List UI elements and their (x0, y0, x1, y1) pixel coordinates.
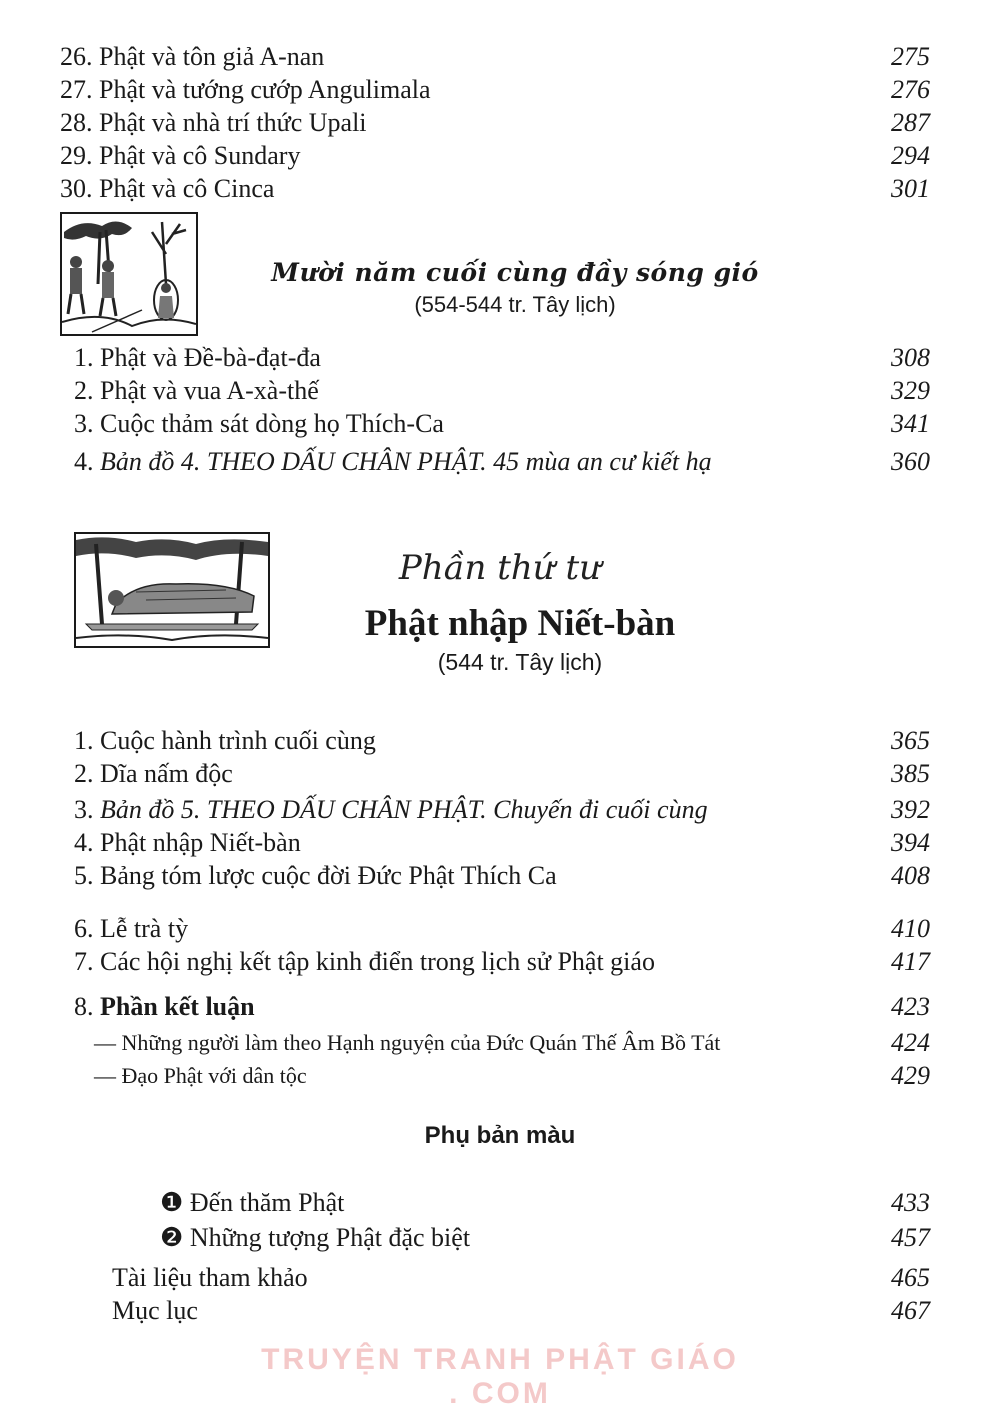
toc-entry (74, 828, 930, 858)
toc-page: 417 (891, 947, 930, 976)
toc-title: ❶ Đến thăm Phật (160, 1188, 345, 1217)
toc-page: 394 (891, 828, 930, 857)
toc-entry (74, 343, 930, 373)
part-subtitle: (544 tr. Tây lịch) (437, 649, 603, 675)
toc-page: 385 (891, 759, 930, 788)
part-script-title: Phần thứ tư (398, 548, 602, 588)
toc-page: 457 (891, 1223, 930, 1252)
toc-title: 28. Phật và nhà trí thức Upali (60, 108, 367, 137)
section-title: Mười năm cuối cùng đầy sóng gió (271, 258, 759, 287)
toc-page: 467 (891, 1296, 930, 1325)
toc-entry (74, 861, 930, 891)
toc-title: 4. Bản đồ 4. THEO DẤU CHÂN PHẬT. 45 mùa an cư kiết hạ (74, 447, 712, 476)
circled-one-icon: ❶ (160, 1188, 184, 1217)
toc-title: 26. Phật và tôn giả A-nan (60, 42, 325, 71)
toc-entry (74, 759, 930, 789)
toc-title: 2. Dĩa nấm độc (74, 759, 233, 788)
section-subtitle: (554-544 tr. Tây lịch) (414, 292, 616, 317)
toc-title: 4. Phật nhập Niết-bàn (74, 828, 301, 857)
toc-title: 29. Phật và cô Sundary (60, 141, 301, 170)
toc-entry (60, 108, 930, 138)
toc-page: 424 (891, 1028, 930, 1057)
toc-page: 294 (891, 141, 930, 170)
toc-title: 30. Phật và cô Cinca (60, 174, 275, 203)
toc-title: — Đạo Phật với dân tộc (94, 1063, 307, 1088)
toc-page: 308 (891, 343, 930, 372)
toc-page: 429 (891, 1061, 930, 1090)
toc-entry (60, 174, 930, 204)
toc-title: Tài liệu tham khảo (112, 1263, 308, 1292)
toc-page: 275 (891, 42, 930, 71)
toc-page: 287 (891, 108, 930, 137)
toc-page: 365 (891, 726, 930, 755)
toc-page: 423 (891, 992, 930, 1021)
toc-entry (74, 795, 930, 825)
toc-title: — Những người làm theo Hạnh nguyện của Đức Quán Thế Âm Bồ Tát (94, 1030, 721, 1055)
toc-entry (112, 1263, 930, 1293)
toc-title: 6. Lễ trà tỳ (74, 914, 189, 943)
toc-page: 408 (891, 861, 930, 890)
toc-page: 433 (891, 1188, 930, 1217)
toc-title: 8. Phần kết luận (74, 992, 255, 1021)
illustration-reclining-buddha (74, 532, 270, 648)
toc-entry (60, 42, 930, 72)
toc-title: ❷ Những tượng Phật đặc biệt (160, 1223, 471, 1252)
toc-title: 7. Các hội nghị kết tập kinh điển trong lịch sử Phật giáo (74, 947, 655, 976)
toc-title: 2. Phật và vua A-xà-thế (74, 376, 319, 405)
toc-entry (74, 914, 930, 944)
toc-page: 341 (891, 409, 930, 438)
toc-title: 3. Cuộc thảm sát dòng họ Thích-Ca (74, 409, 444, 438)
toc-sub-entry (94, 1028, 930, 1058)
toc-page: 392 (891, 795, 930, 824)
illustration-monks-walking (60, 212, 198, 336)
toc-entry (74, 409, 930, 439)
toc-entry (160, 1188, 930, 1218)
color-plates-title: Phụ bản màu (424, 1122, 576, 1149)
toc-entry (60, 141, 930, 171)
toc-page: 410 (891, 914, 930, 943)
toc-title: 5. Bảng tóm lược cuộc đời Đức Phật Thích Ca (74, 861, 557, 890)
toc-sub-entry (94, 1061, 930, 1091)
toc-page: 329 (891, 376, 930, 405)
toc-entry (112, 1296, 930, 1326)
watermark: TRUYỆN TRANH PHẬT GIÁO . COM (261, 1343, 739, 1410)
toc-entry (74, 376, 930, 406)
toc-page: 301 (891, 174, 930, 203)
toc-entry (60, 75, 930, 105)
part-title: Phật nhập Niết-bàn (364, 603, 676, 644)
toc-title: 1. Cuộc hành trình cuối cùng (74, 726, 376, 755)
toc-title: 1. Phật và Đề-bà-đạt-đa (74, 343, 321, 372)
circled-two-icon: ❷ (160, 1223, 184, 1252)
toc-entry (74, 992, 930, 1022)
toc-page: 465 (891, 1263, 930, 1292)
toc-page: 360 (891, 447, 930, 476)
toc-page: 276 (891, 75, 930, 104)
toc-entry (74, 447, 930, 477)
toc-entry (74, 726, 930, 756)
toc-entry (160, 1223, 930, 1253)
toc-title: Mục lục (112, 1296, 198, 1325)
toc-entry (74, 947, 930, 977)
toc-title: 3. Bản đồ 5. THEO DẤU CHÂN PHẬT. Chuyến đi cuối cùng (74, 795, 708, 824)
toc-title: 27. Phật và tướng cướp Angulimala (60, 75, 431, 104)
